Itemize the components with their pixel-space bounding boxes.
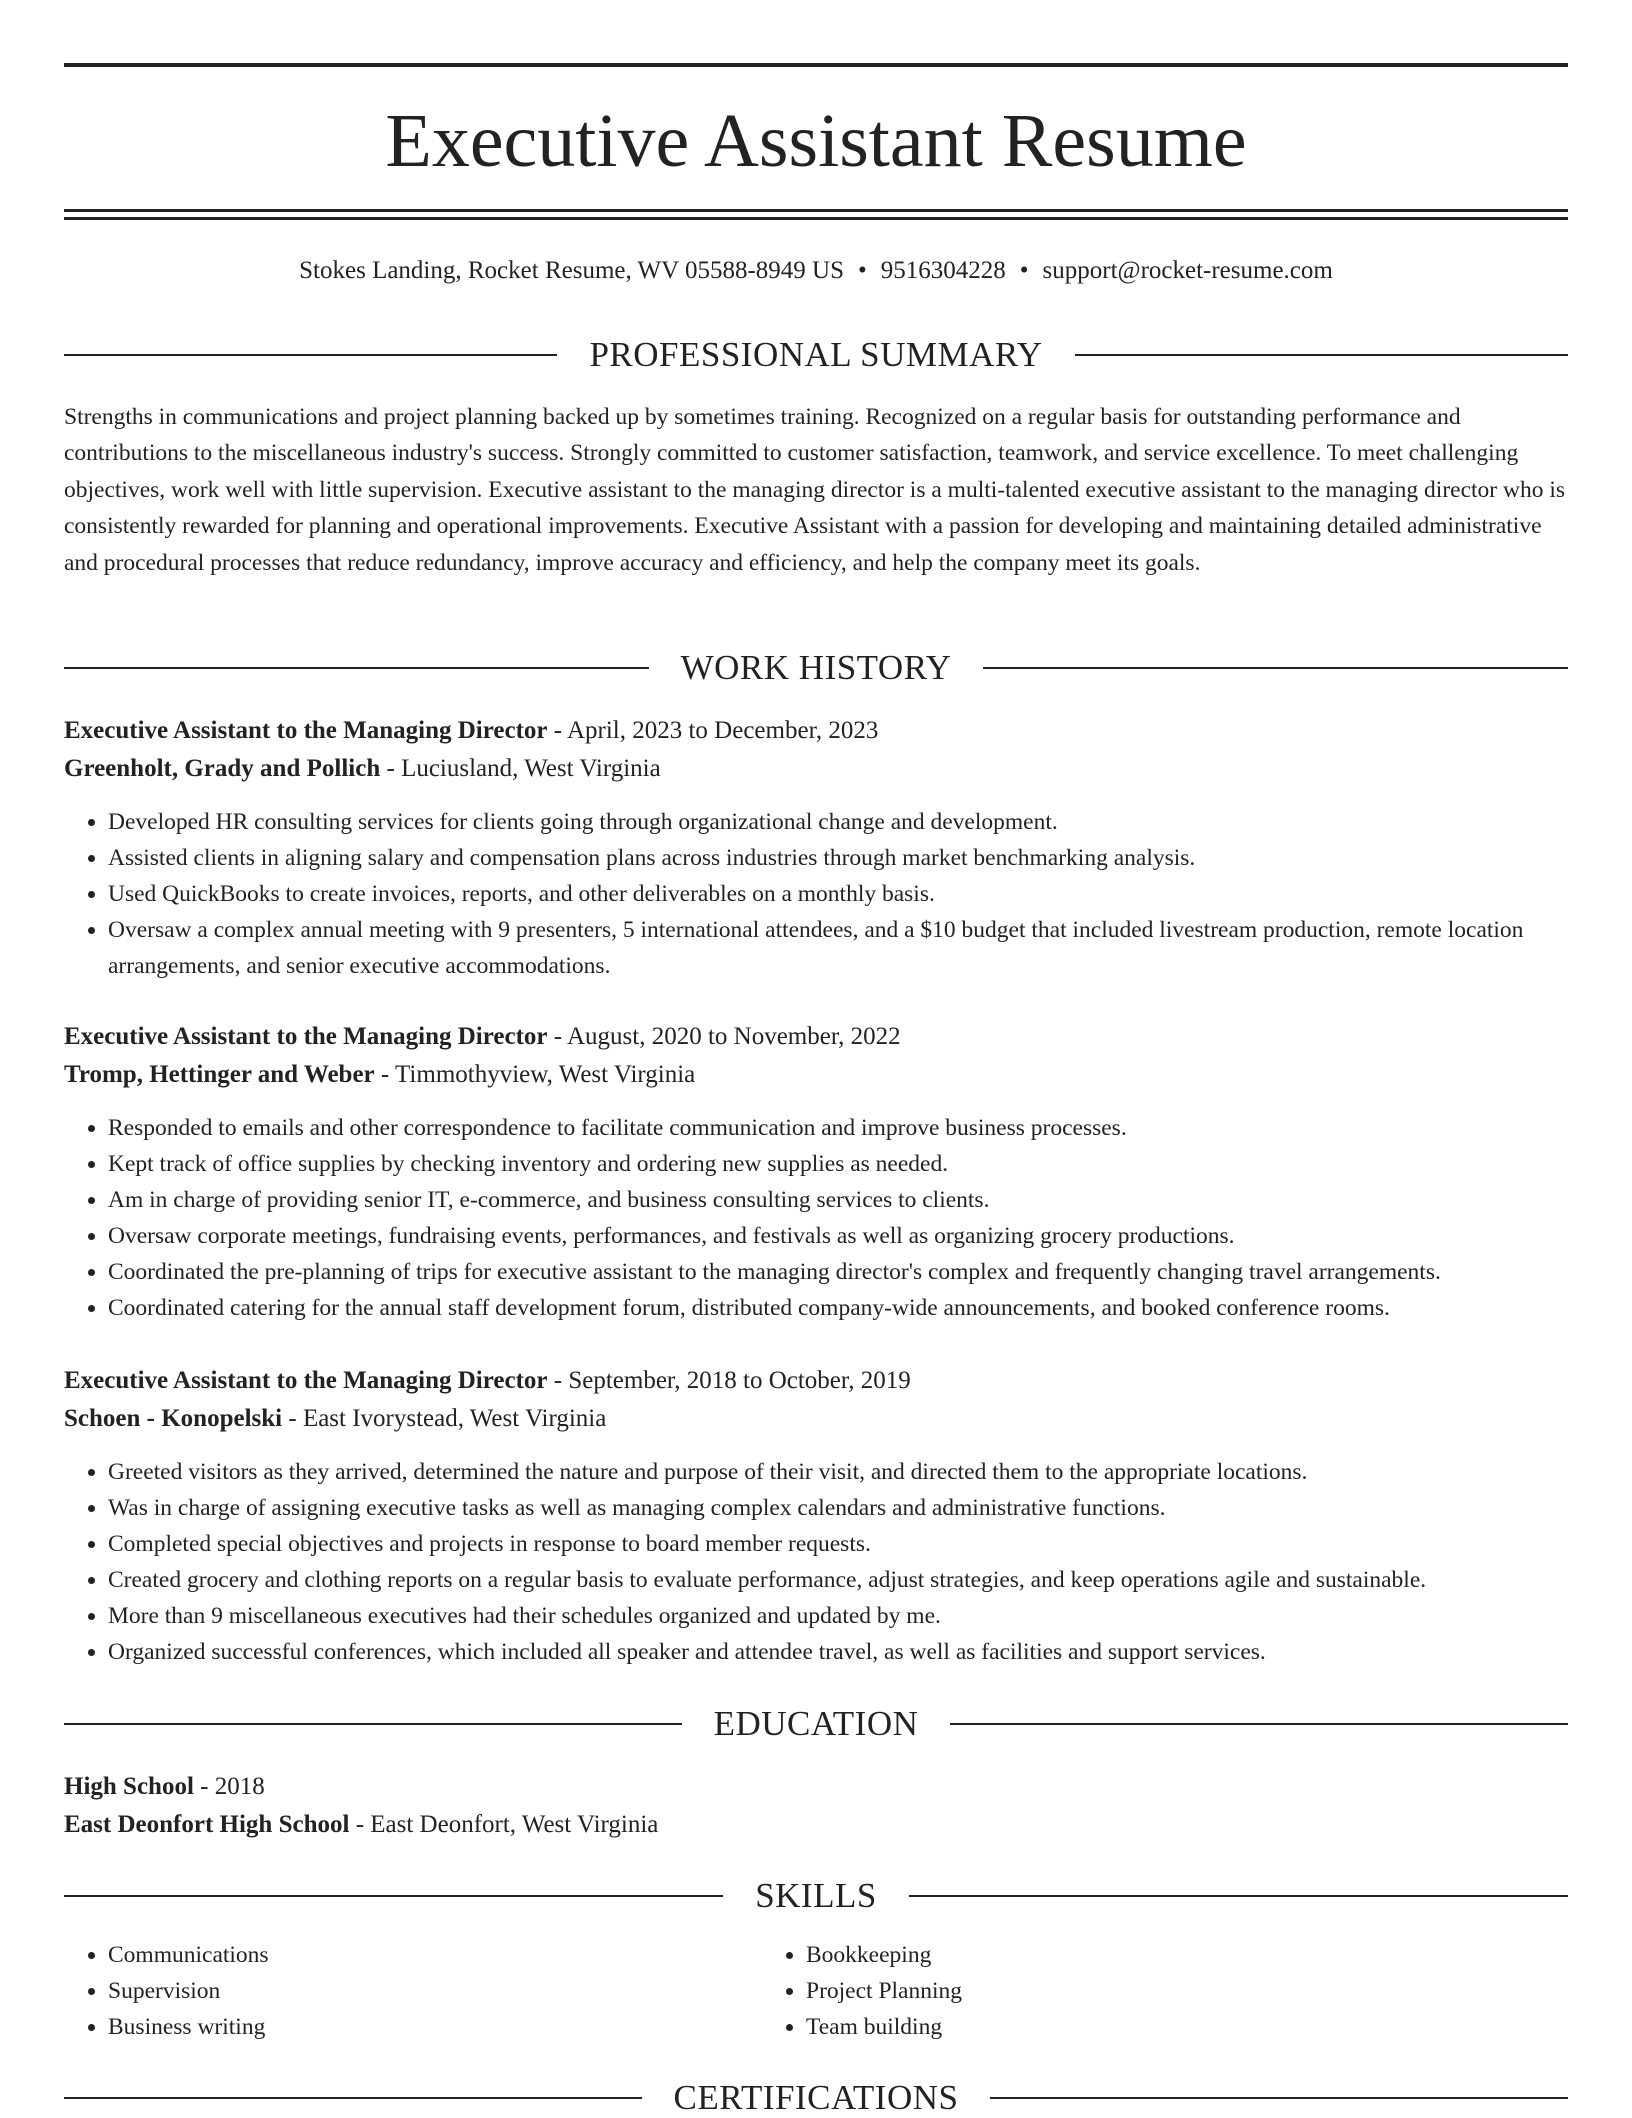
job-bullet: • Am in charge of providing senior IT, e-commerce, and business consulting services to clients. <box>108 1182 1568 1218</box>
divider-line <box>64 1723 682 1725</box>
section-header-summary <box>64 335 1568 375</box>
job-dates: April, 2023 to December, 2023 <box>566 717 879 744</box>
divider-line <box>983 667 1568 669</box>
resume-title: Executive Assistant Resume <box>385 99 1247 183</box>
education-year: 2018 <box>214 1773 265 1800</box>
job-bullet: • More than 9 miscellaneous executives had their schedules organized and updated by me. <box>108 1598 1568 1634</box>
job-bullet: • Oversaw a complex annual meeting with 9 presenters, 5 international attendees, and a $10 budget that included livestream production, remote location arrangements, and senior executive accommodations. <box>108 912 1568 984</box>
job-bullets <box>64 1110 1568 1326</box>
skill-item: • Team building <box>806 2009 1568 2045</box>
job-title-line <box>64 1018 1568 1056</box>
contact-separator: • <box>1019 257 1029 284</box>
section-header-education <box>64 1704 1568 1744</box>
job-company: Schoen - Konopelski <box>64 1405 283 1432</box>
job-bullet: • Oversaw corporate meetings, fundraising events, performances, and festivals as well as organizing grocery productions. <box>108 1218 1568 1254</box>
job-entry <box>64 1018 1568 1326</box>
job-title: Executive Assistant to the Managing Director <box>64 1023 548 1050</box>
title-rule-lower <box>64 217 1568 220</box>
job-title-line <box>64 1362 1568 1400</box>
title-rule-upper <box>64 209 1568 212</box>
job-title-line <box>64 712 1568 750</box>
contact-address: Stokes Landing, Rocket Resume, WV 05588-8949 US <box>299 257 845 284</box>
job-company-line <box>64 750 1568 788</box>
job-bullet: • Kept track of office supplies by checking inventory and ordering new supplies as needed. <box>108 1146 1568 1182</box>
skill-item: • Project Planning <box>806 1973 1568 2009</box>
job-dates: August, 2020 to November, 2022 <box>566 1023 901 1050</box>
job-company-line <box>64 1056 1568 1094</box>
education-entry <box>64 1768 1568 1844</box>
job-bullet: • Completed special objectives and projects in response to board member requests. <box>108 1526 1568 1562</box>
section-title: WORK HISTORY <box>680 648 952 687</box>
contact-line <box>64 255 1568 287</box>
divider-line <box>64 1895 723 1897</box>
dash: - <box>380 755 402 782</box>
job-bullet: • Coordinated catering for the annual staff development forum, distributed company-wide announcements, and booked conference rooms. <box>108 1290 1568 1326</box>
contact-email: support@rocket-resume.com <box>1042 257 1333 284</box>
job-bullet: • Used QuickBooks to create invoices, reports, and other deliverables on a monthly basis. <box>108 876 1568 912</box>
dash: - <box>282 1405 303 1432</box>
divider-line <box>64 667 649 669</box>
skill-item: • Communications <box>108 1937 762 1973</box>
education-degree: High School <box>64 1773 194 1800</box>
section-title: SKILLS <box>755 1876 877 1915</box>
job-bullet: • Organized successful conferences, which included all speaker and attendee travel, as well as facilities and support services. <box>108 1634 1568 1670</box>
job-location: Luciusland, West Virginia <box>401 755 661 782</box>
job-entry <box>64 1362 1568 1670</box>
job-bullet: • Assisted clients in aligning salary and compensation plans across industries through market benchmarking analysis. <box>108 840 1568 876</box>
dash: - <box>193 1773 215 1800</box>
section-title: PROFESSIONAL SUMMARY <box>589 335 1043 374</box>
skills-list <box>64 1937 1568 2045</box>
dash: - <box>547 1023 567 1050</box>
skills-column-right <box>762 1937 1568 2045</box>
job-location: Timmothyview, West Virginia <box>395 1061 696 1088</box>
job-bullet: • Coordinated the pre-planning of trips for executive assistant to the managing director's complex and frequently changing travel arrangements. <box>108 1254 1568 1290</box>
job-bullet: • Responded to emails and other correspondence to facilitate communication and improve business processes. <box>108 1110 1568 1146</box>
job-location: East Ivorystead, West Virginia <box>302 1405 607 1432</box>
job-bullet: • Created grocery and clothing reports on a regular basis to evaluate performance, adjust strategies, and keep operations agile and sustainable. <box>108 1562 1568 1598</box>
education-location: East Deonfort, West Virginia <box>370 1811 659 1838</box>
summary-text: Strengths in communications and project planning backed up by sometimes training. Recognized on a regular basis for outstanding performance and contributions to the miscellaneous industry's success. Strongly committed to customer satisfaction, teamwork, and service excellence. To meet challenging objectives, work well with little supervision. Executive assistant to the managing director is a multi-talented executive assistant to the managing director who is consistently rewarded for planning and operational improvements. Executive Assistant with a passion for developing and maintaining detailed administrative and procedural processes that reduce redundancy, improve accuracy and efficiency, and help the company meet its goals. <box>64 404 1566 576</box>
section-header-work-history <box>64 648 1568 688</box>
education-school: East Deonfort High School <box>64 1811 350 1838</box>
divider-line <box>64 2097 642 2099</box>
dash: - <box>547 1367 569 1394</box>
divider-line <box>990 2097 1568 2099</box>
job-dates: September, 2018 to October, 2019 <box>568 1367 911 1394</box>
dash: - <box>547 717 567 744</box>
job-title: Executive Assistant to the Managing Director <box>64 1367 548 1394</box>
section-header-certifications <box>64 2078 1568 2118</box>
job-title: Executive Assistant to the Managing Director <box>64 717 548 744</box>
job-bullets <box>64 804 1568 984</box>
skills-column-left <box>64 1937 762 2045</box>
divider-line <box>1075 354 1568 356</box>
section-title: CERTIFICATIONS <box>673 2078 959 2117</box>
section-header-skills <box>64 1876 1568 1916</box>
job-bullet: • Was in charge of assigning executive tasks as well as managing complex calendars and administrative functions. <box>108 1490 1568 1526</box>
education-school-line <box>64 1806 1568 1844</box>
skill-item: • Business writing <box>108 2009 762 2045</box>
dash: - <box>374 1061 396 1088</box>
contact-phone: 9516304228 <box>880 257 1006 284</box>
top-rule <box>64 63 1568 67</box>
section-title: EDUCATION <box>713 1704 919 1743</box>
job-company-line <box>64 1400 1568 1438</box>
job-bullet: • Developed HR consulting services for clients going through organizational change and development. <box>108 804 1568 840</box>
skill-item: • Supervision <box>108 1973 762 2009</box>
education-degree-line <box>64 1768 1568 1806</box>
divider-line <box>950 1723 1568 1725</box>
contact-separator: • <box>858 257 867 284</box>
job-company: Greenholt, Grady and Pollich <box>64 755 381 782</box>
dash: - <box>349 1811 371 1838</box>
skill-item: • Bookkeeping <box>806 1937 1568 1973</box>
job-bullet: • Greeted visitors as they arrived, determined the nature and purpose of their visit, and directed them to the appropriate locations. <box>108 1454 1568 1490</box>
job-entry <box>64 712 1568 984</box>
job-company: Tromp, Hettinger and Weber <box>64 1061 375 1088</box>
divider-line <box>909 1895 1568 1897</box>
divider-line <box>64 354 557 356</box>
job-bullets <box>64 1454 1568 1670</box>
